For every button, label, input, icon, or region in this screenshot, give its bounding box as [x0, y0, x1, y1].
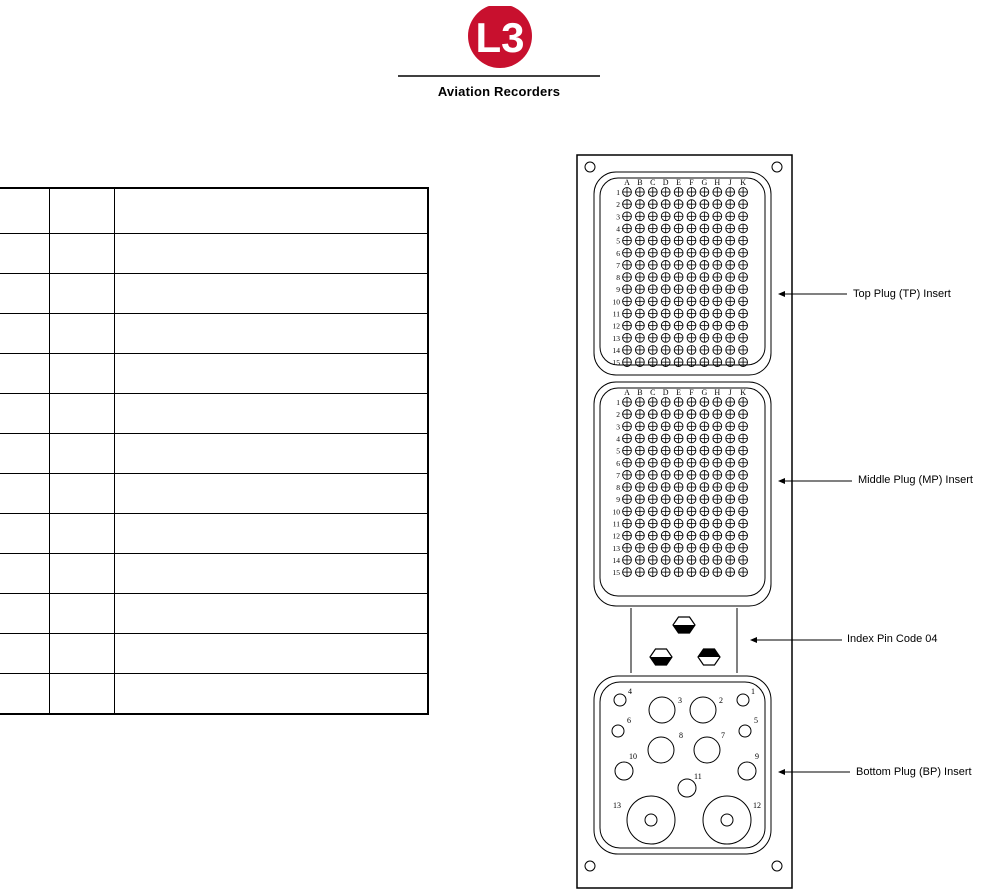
row-label: 15 — [612, 358, 620, 368]
coax-contact-icon — [703, 796, 751, 844]
row-label: 4 — [616, 434, 620, 444]
mounting-hole-icon — [585, 162, 595, 172]
pin-label: 9 — [755, 752, 759, 761]
pin-label: 11 — [694, 772, 702, 781]
row-label: 3 — [616, 212, 620, 222]
column-label: D — [662, 178, 669, 187]
row-label: 14 — [612, 555, 620, 565]
column-label: E — [676, 178, 682, 187]
row-label: 9 — [616, 495, 620, 505]
row-label: 13 — [612, 333, 620, 343]
column-label: G — [701, 388, 708, 397]
callout-index-pin: Index Pin Code 04 — [847, 633, 938, 645]
pin-label: 12 — [753, 801, 761, 810]
pin-contact-icon — [690, 697, 716, 723]
pin-label: 10 — [629, 752, 637, 761]
insert-inner-outline — [600, 388, 765, 596]
pin-contact-icon — [649, 697, 675, 723]
column-label: B — [637, 178, 643, 187]
arrowhead-icon — [750, 637, 757, 643]
row-label: 1 — [616, 188, 620, 197]
middle-plug-insert — [594, 382, 771, 606]
column-label: A — [624, 388, 630, 397]
column-label: K — [740, 178, 746, 187]
row-label: 2 — [616, 200, 620, 210]
pin-contact-icon — [739, 725, 751, 737]
row-label: 5 — [616, 446, 620, 456]
pin-label: 3 — [678, 696, 682, 705]
row-label: 11 — [612, 309, 620, 319]
column-label: J — [728, 388, 732, 397]
pin-label: 7 — [721, 731, 725, 740]
pin-label: 13 — [613, 801, 621, 810]
row-label: 5 — [616, 236, 620, 246]
arrowhead-icon — [778, 478, 785, 484]
column-label: K — [740, 388, 746, 397]
column-label: C — [650, 178, 656, 187]
row-label: 10 — [612, 507, 620, 517]
coax-contact-icon — [627, 796, 675, 844]
row-label: 4 — [616, 224, 620, 234]
row-label: 13 — [612, 543, 620, 553]
row-label: 12 — [612, 321, 620, 331]
pin-contact-icon — [615, 762, 633, 780]
column-label: C — [650, 388, 656, 397]
pin-contact-icon — [678, 779, 696, 797]
row-label: 3 — [616, 422, 620, 432]
row-label: 12 — [612, 531, 620, 541]
pin-label: 6 — [627, 716, 631, 725]
row-label: 2 — [616, 410, 620, 420]
pin-contact-icon — [614, 694, 626, 706]
row-label: 8 — [616, 273, 620, 283]
index-key-fill — [650, 657, 672, 665]
brand-subtitle: Aviation Recorders — [437, 84, 561, 99]
column-label: E — [676, 388, 682, 397]
column-label: H — [714, 388, 721, 397]
row-label: 6 — [616, 248, 620, 258]
pin-label: 8 — [679, 731, 683, 740]
column-label: F — [689, 388, 694, 397]
pin-label: 2 — [719, 696, 723, 705]
arrowhead-icon — [778, 769, 785, 775]
bottom-plug-insert — [594, 676, 771, 854]
column-label: H — [714, 178, 721, 187]
row-label: 7 — [616, 260, 620, 270]
column-label: J — [728, 178, 732, 187]
mounting-hole-icon — [772, 162, 782, 172]
pin-contact-icon — [738, 762, 756, 780]
row-label: 14 — [612, 345, 620, 355]
column-label: D — [662, 388, 669, 397]
mounting-hole-icon — [585, 861, 595, 871]
column-label: F — [689, 178, 694, 187]
pin-contact-icon — [694, 737, 720, 763]
column-label: G — [701, 178, 708, 187]
row-label: 6 — [616, 458, 620, 468]
pin-label: 1 — [751, 687, 755, 696]
logo-mark: L3 — [475, 14, 525, 61]
pin-contact-icon — [737, 694, 749, 706]
row-label: 15 — [612, 568, 620, 578]
column-label: A — [624, 178, 630, 187]
pin-contact-icon — [648, 737, 674, 763]
row-label: 1 — [616, 398, 620, 407]
row-label: 8 — [616, 483, 620, 493]
callout-bottom-plug: Bottom Plug (BP) Insert — [856, 766, 972, 778]
index-pin-block — [631, 608, 737, 673]
arrowhead-icon — [778, 291, 785, 297]
callout-top-plug: Top Plug (TP) Insert — [853, 288, 951, 300]
mounting-hole-icon — [772, 861, 782, 871]
connector-housing — [577, 155, 792, 888]
top-plug-insert — [594, 172, 771, 375]
coax-center-icon — [721, 814, 733, 826]
pin-label: 5 — [754, 716, 758, 725]
row-label: 9 — [616, 285, 620, 295]
callout-middle-plug: Middle Plug (MP) Insert — [858, 474, 973, 486]
pin-label: 4 — [628, 687, 632, 696]
row-label: 11 — [612, 519, 620, 529]
insert-outline — [594, 676, 771, 854]
index-key-fill — [698, 649, 720, 657]
column-label: B — [637, 388, 643, 397]
pin-contact-icon — [612, 725, 624, 737]
row-label: 10 — [612, 297, 620, 307]
coax-center-icon — [645, 814, 657, 826]
row-label: 7 — [616, 470, 620, 480]
index-key-fill — [673, 625, 695, 633]
